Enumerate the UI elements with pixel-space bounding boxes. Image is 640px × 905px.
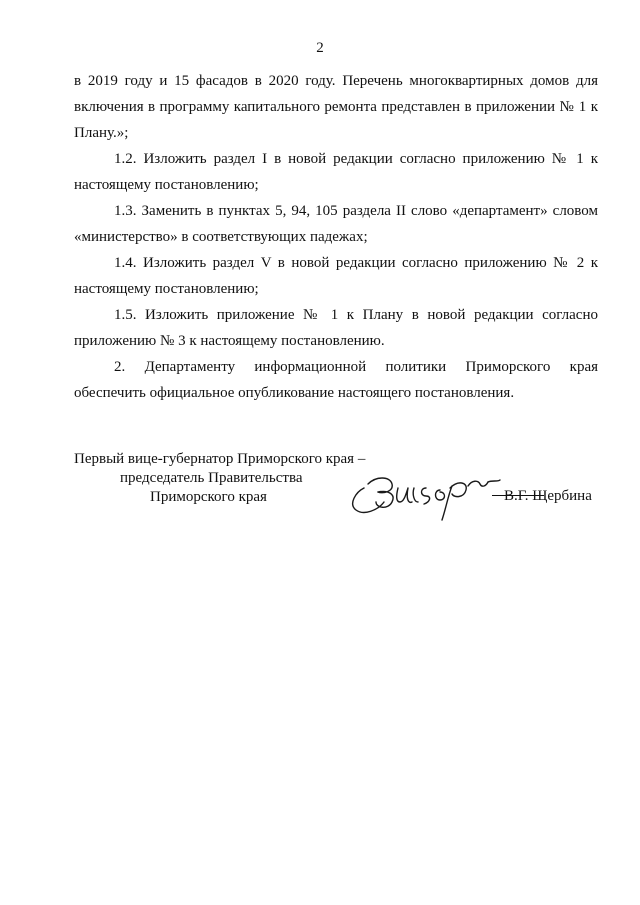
document-body <box>74 68 598 406</box>
paragraph-continuation: в 2019 году и 15 фасадов в 2020 году. Перечень многоквартирных домов для включения в программу капитального ремонта представлен в приложении № 1 к Плану.»; <box>74 73 598 141</box>
paragraph-item-2-line-2: обеспечить официальное опубликование настоящего постановления. <box>74 385 515 401</box>
paragraph-item-1-3: 1.3. Заменить в пунктах 5, 94, 105 раздела II слово «департамент» словом «министерство» в соответствующих падежах; <box>74 203 598 245</box>
paragraph-item-2 <box>74 354 598 380</box>
paragraph-item-2-line-1: 2. Департаменту информационной политики Приморского края <box>114 359 598 375</box>
page-number: 2 <box>316 40 324 56</box>
paragraph-item-1-4: 1.4. Изложить раздел V в новой редакции согласно приложению № 2 к настоящему постановлению; <box>74 255 598 297</box>
signatory-title-line-2: председатель Правительства <box>120 470 303 486</box>
paragraph-item-1-2: 1.2. Изложить раздел I в новой редакции согласно приложению № 1 к настоящему постановлению; <box>74 151 598 193</box>
signatory-title-line-3: Приморского края <box>150 489 267 505</box>
signatory-name: В.Г. Щербина <box>504 488 592 504</box>
signatory-title-line-1: Первый вице-губернатор Приморского края – <box>74 451 366 467</box>
signature-block <box>74 442 604 522</box>
paragraph-item-1-5: 1.5. Изложить приложение № 1 к Плану в новой редакции согласно приложению № 3 к настоящему постановлению. <box>74 307 598 349</box>
handwritten-signature <box>342 458 512 522</box>
